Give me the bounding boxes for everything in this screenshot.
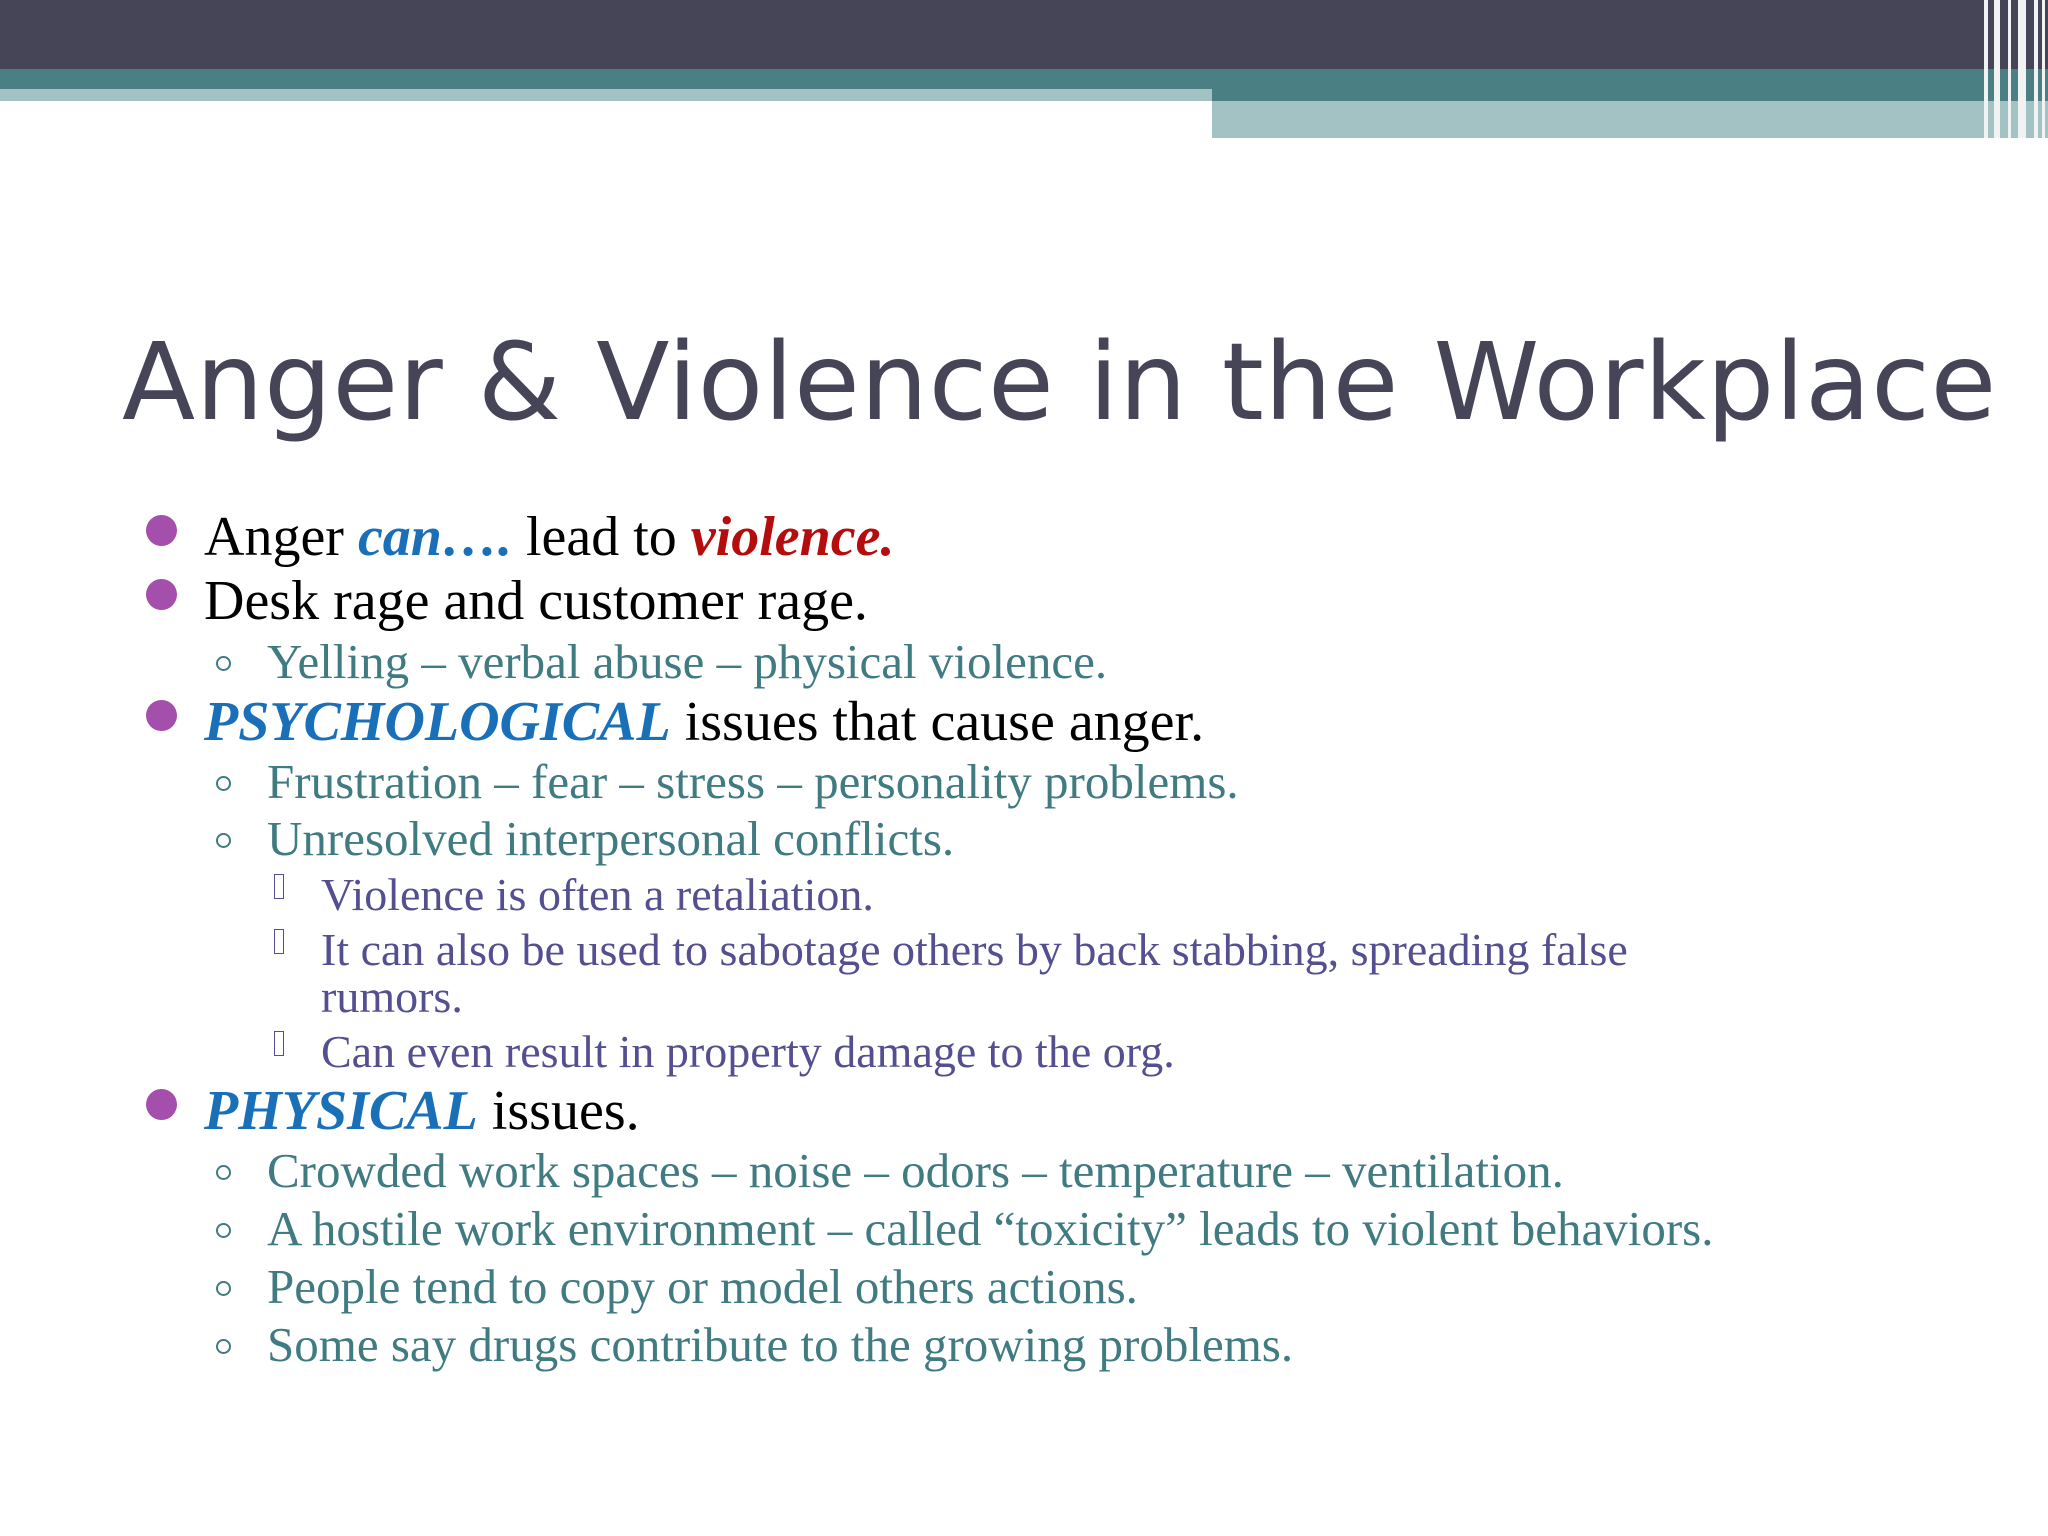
sub-sub-bullet-sabotage: It can also be used to sabotage others by back stabbing, spreading false bbox=[321, 924, 1628, 975]
sub-bullet-ring-icon bbox=[216, 776, 231, 791]
sub-bullet-ring-icon bbox=[216, 833, 231, 848]
sub-bullet-hostile: A hostile work environment – called “toxicity” leads to violent behaviors. bbox=[267, 1201, 1714, 1256]
sub-sub-bullet-box-icon bbox=[274, 929, 284, 954]
bullet-dot-icon bbox=[146, 1089, 177, 1120]
sub-sub-bullet-box-icon bbox=[274, 1031, 284, 1056]
sub-bullet-drugs: Some say drugs contribute to the growing problems. bbox=[267, 1317, 1294, 1372]
sub-sub-bullet-retaliation: Violence is often a retaliation. bbox=[321, 869, 874, 920]
sub-bullet-ring-icon bbox=[216, 1281, 231, 1296]
sub-bullet-ring-icon bbox=[216, 1339, 231, 1354]
bullet-dot-icon bbox=[146, 700, 177, 731]
sub-sub-bullet-property: Can even result in property damage to the org. bbox=[321, 1026, 1175, 1077]
bullet-text: issues. bbox=[477, 1080, 640, 1142]
bullet-anger-can-lead bbox=[204, 505, 894, 569]
bullet-physical bbox=[204, 1079, 640, 1143]
sub-bullet-ring-icon bbox=[216, 1165, 231, 1180]
emphasis-violence: violence. bbox=[690, 506, 895, 568]
sub-bullet-ring-icon bbox=[216, 1223, 231, 1238]
sub-bullet-yelling: Yelling – verbal abuse – physical violence. bbox=[267, 634, 1108, 689]
sub-bullet-unresolved: Unresolved interpersonal conflicts. bbox=[267, 811, 955, 866]
bullet-text: Anger bbox=[204, 506, 358, 568]
sub-bullet-copy: People tend to copy or model others actions. bbox=[267, 1259, 1138, 1314]
sub-bullet-crowded: Crowded work spaces – noise – odors – temperature – ventilation. bbox=[267, 1143, 1564, 1198]
bullet-dot-icon bbox=[146, 579, 177, 610]
bullet-text: lead to bbox=[511, 506, 691, 568]
emphasis-can: can…. bbox=[357, 506, 512, 568]
bullet-psychological bbox=[204, 690, 1204, 754]
sub-sub-bullet-sabotage-cont: rumors. bbox=[321, 971, 463, 1022]
sub-bullet-ring-icon bbox=[216, 656, 231, 671]
emphasis-physical: PHYSICAL bbox=[204, 1080, 478, 1142]
sub-sub-bullet-box-icon bbox=[274, 874, 284, 899]
bullet-dot-icon bbox=[146, 515, 177, 546]
sub-bullet-frustration: Frustration – fear – stress – personality problems. bbox=[267, 754, 1239, 809]
bullet-text: issues that cause anger. bbox=[670, 691, 1205, 753]
slide-title: Anger & Violence in the Workplace bbox=[122, 321, 1997, 445]
bullet-desk-rage: Desk rage and customer rage. bbox=[204, 570, 868, 632]
emphasis-psychological: PSYCHOLOGICAL bbox=[204, 691, 671, 753]
